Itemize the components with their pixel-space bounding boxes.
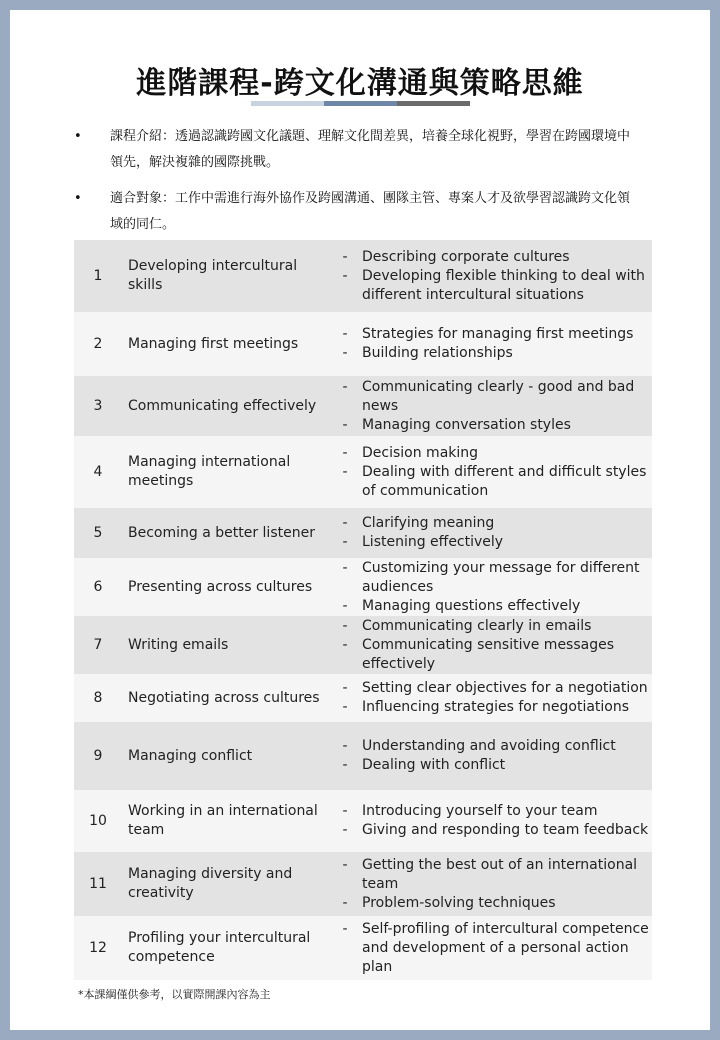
subtopic-item [328,325,652,344]
subtopic-text: Dealing with conflict [362,757,506,773]
row-topic: Negotiating across cultures [122,674,328,722]
footnote: *本課綱僅供參考，以實際開課內容為主 [78,988,271,1001]
dash-marker: - [342,680,348,696]
subtopic-text: Influencing strategies for negotiations [362,699,630,715]
row-number: 12 [74,916,122,980]
dash-marker: - [342,636,348,653]
dash-marker: - [342,267,348,284]
row-subtopics [328,674,652,722]
subtopic-item [328,756,652,775]
row-number: 7 [74,616,122,674]
row-subtopics [328,312,652,376]
dash-marker: - [342,326,348,342]
dash-marker: - [342,738,348,754]
row-number: 1 [74,240,122,312]
dash-marker: - [342,345,348,361]
row-topic: Communicating effectively [122,376,328,436]
table-row [74,790,652,852]
subtopic-item [328,248,652,267]
subtopic-text: Developing flexible thinking to deal with different intercultural situations [362,267,645,303]
bullet-text-intro: 課程介紹：透過認識跨國文化議題、理解文化間差異，培養全球化視野，學習在跨國環境中領先，解決複雜的國際挑戰。 [110,129,631,170]
subtopic-text: Clarifying meaning [362,515,495,531]
subtopic-text: Describing corporate cultures [362,248,570,265]
row-subtopics [328,240,652,312]
row-number: 6 [74,558,122,616]
bullet-text-audience: 適合對象：工作中需進行海外協作及跨國溝通、團隊主管、專案人才及欲學習認識跨文化領域的同仁。 [110,191,631,232]
dash-marker: - [342,894,348,911]
dash-marker: - [342,920,348,937]
row-subtopics [328,616,652,674]
dash-marker: - [342,444,348,461]
subtopic-item [328,894,652,913]
row-subtopics [328,508,652,558]
row-subtopics [328,558,652,616]
table-row [74,852,652,916]
subtopic-text: Dealing with different and difficult styles of communication [362,463,647,499]
row-topic: Working in an international team [122,790,328,852]
subtopic-text: Managing conversation styles [362,416,571,433]
table-row [74,916,652,980]
table-row [74,312,652,376]
title-underline-light [251,101,324,106]
dash-marker: - [342,803,348,819]
dash-marker: - [342,463,348,480]
row-number: 2 [74,312,122,376]
row-topic: Managing first meetings [122,312,328,376]
row-subtopics [328,722,652,790]
subtopic-item [328,636,652,674]
subtopic-item [328,617,652,636]
dash-marker: - [342,757,348,773]
dash-marker: - [342,856,348,873]
subtopic-text: Customizing your message for different audiences [362,559,640,595]
subtopic-item [328,698,652,717]
dash-marker: - [342,617,348,634]
row-topic: Becoming a better listener [122,508,328,558]
table-row [74,674,652,722]
course-table [74,240,652,980]
subtopic-item [328,267,652,305]
row-number: 9 [74,722,122,790]
subtopic-text: Understanding and avoiding conflict [362,738,616,754]
dash-marker: - [342,416,348,433]
subtopic-item [328,514,652,533]
subtopic-item [328,679,652,698]
intro-bullets [74,124,654,248]
subtopic-text: Introducing yourself to your team [362,803,598,819]
subtopic-text: Building relationships [362,345,513,361]
table-row [74,508,652,558]
dash-marker: - [342,597,348,614]
row-subtopics [328,436,652,508]
subtopic-text: Managing questions effectively [362,597,581,614]
row-number: 10 [74,790,122,852]
row-topic: Presenting across cultures [122,558,328,616]
subtopic-text: Setting clear objectives for a negotiation [362,680,648,696]
dash-marker: - [342,515,348,531]
row-topic: Writing emails [122,616,328,674]
dash-marker: - [342,378,348,395]
row-topic: Managing conflict [122,722,328,790]
page-title: 進階課程-跨文化溝通與策略思維 [136,66,584,101]
bullet-item-audience [74,186,654,238]
dash-marker: - [342,822,348,838]
table-row [74,436,652,508]
bullet-marker: • [74,191,82,206]
subtopic-text: Self-profiling of intercultural competence and development of a personal action plan [362,920,649,975]
subtopic-item [328,920,652,977]
row-topic: Managing international meetings [122,436,328,508]
row-subtopics [328,790,652,852]
subtopic-text: Problem-solving techniques [362,894,556,911]
subtopic-item [328,802,652,821]
table-row [74,376,652,436]
subtopic-text: Listening effectively [362,534,504,550]
dash-marker: - [342,248,348,265]
subtopic-text: Giving and responding to team feedback [362,822,649,838]
row-number: 11 [74,852,122,916]
bullet-marker: • [74,129,82,144]
row-topic: Developing intercultural skills [122,240,328,312]
row-subtopics [328,852,652,916]
subtopic-text: Decision making [362,444,479,461]
subtopic-text: Communicating clearly in emails [362,617,592,634]
subtopic-text: Communicating sensitive messages effectively [362,636,615,672]
subtopic-item [328,344,652,363]
table-row [74,558,652,616]
row-topic: Managing diversity and creativity [122,852,328,916]
subtopic-item [328,856,652,894]
dash-marker: - [342,534,348,550]
table-row [74,240,652,312]
row-number: 8 [74,674,122,722]
row-number: 5 [74,508,122,558]
bullet-item-intro [74,124,654,176]
title-underline-blue [324,101,397,106]
subtopic-item [328,597,652,616]
document-page [10,10,710,1030]
dash-marker: - [342,559,348,576]
subtopic-item [328,416,652,435]
subtopic-text: Communicating clearly - good and bad news [362,378,635,414]
subtopic-text: Getting the best out of an international team [362,856,638,892]
subtopic-item [328,737,652,756]
table-row [74,722,652,790]
row-number: 4 [74,436,122,508]
subtopic-text: Strategies for managing first meetings [362,326,634,342]
subtopic-item [328,378,652,416]
subtopic-item [328,821,652,840]
subtopic-item [328,559,652,597]
dash-marker: - [342,699,348,715]
subtopic-item [328,533,652,552]
title-underline-gray [397,101,470,106]
row-topic: Profiling your intercultural competence [122,916,328,980]
row-subtopics [328,916,652,980]
subtopic-item [328,463,652,501]
table-row [74,616,652,674]
row-number: 3 [74,376,122,436]
row-subtopics [328,376,652,436]
subtopic-item [328,444,652,463]
